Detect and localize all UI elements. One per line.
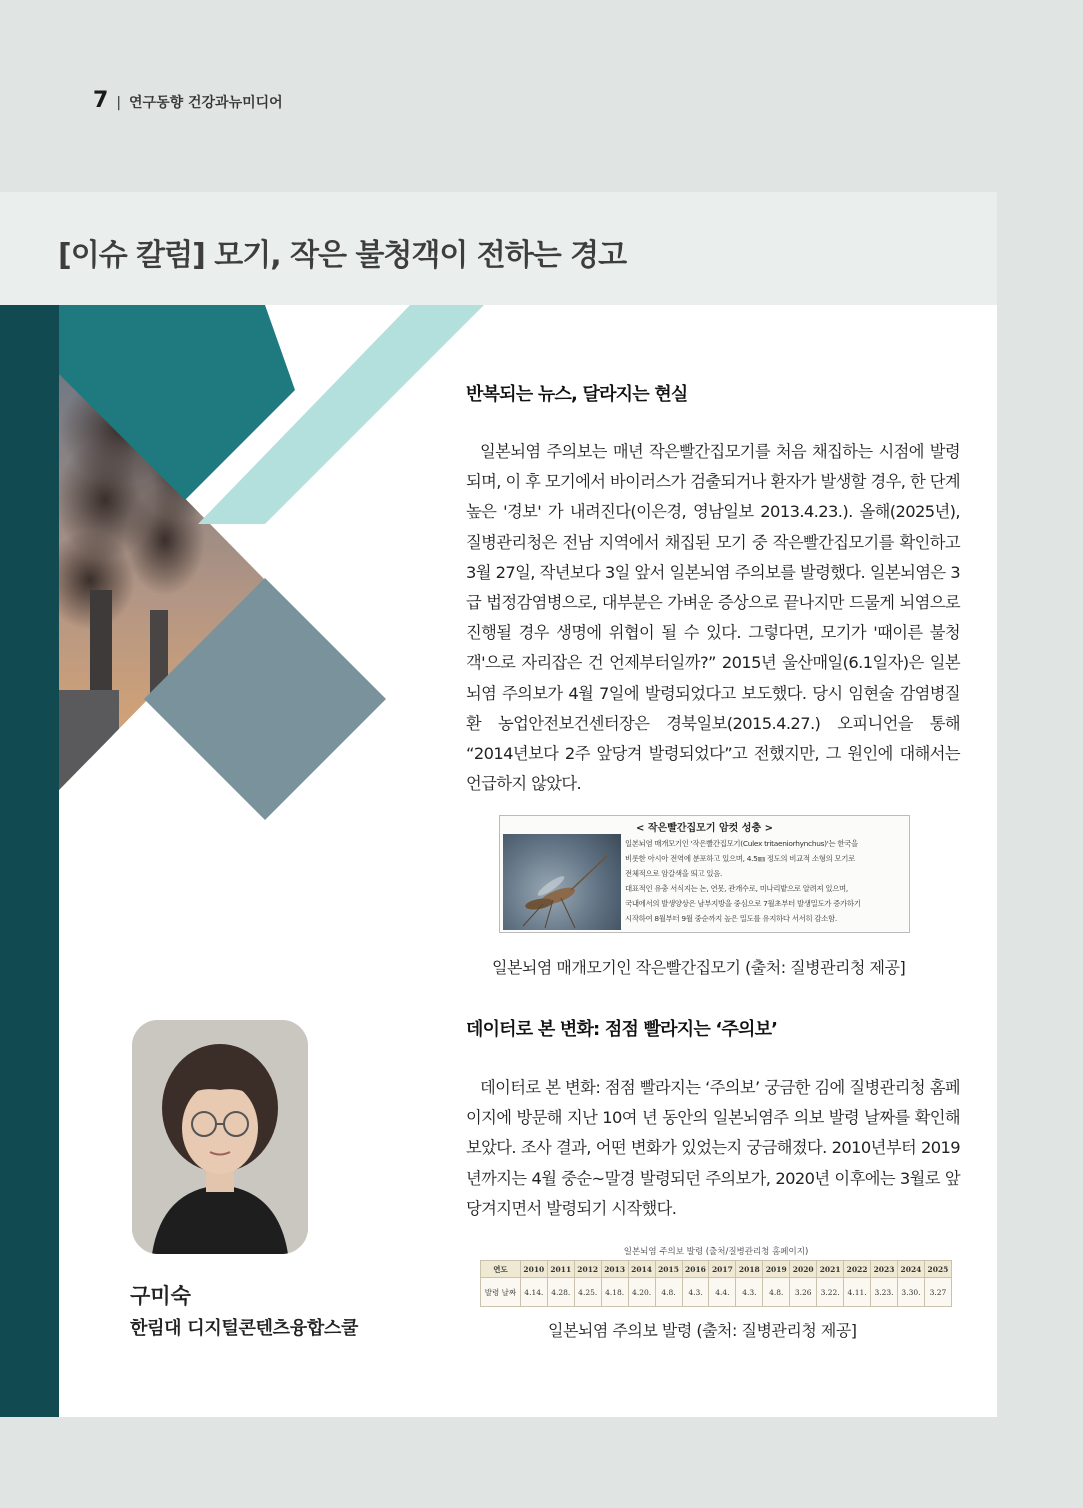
table-cell-year: 2021 (817, 1261, 844, 1278)
row-header-year: 연도 (481, 1261, 521, 1278)
table-value-row (481, 1278, 952, 1307)
table-cell-date: 4.25. (574, 1278, 601, 1307)
table-cell-year: 2014 (628, 1261, 655, 1278)
table-cell-year: 2025 (924, 1261, 951, 1278)
author-photo (132, 1020, 308, 1254)
row-header-date: 발령 날짜 (481, 1278, 521, 1307)
figure-description (625, 836, 908, 926)
decorative-artwork (0, 0, 500, 830)
table-cell-date: 4.8. (655, 1278, 682, 1307)
page-title: [이슈 칼럼] 모기, 작은 불청객이 전하는 경고 (58, 238, 627, 273)
table-cell-date: 3.22. (817, 1278, 844, 1307)
table-cell-year: 2020 (790, 1261, 817, 1278)
table-cell-year: 2013 (601, 1261, 628, 1278)
table-cell-date: 3.26 (790, 1278, 817, 1307)
header-section: 연구동향 건강과뉴미디어 (129, 95, 283, 111)
page-footer (0, 1417, 1083, 1508)
mosquito-figure (499, 815, 910, 933)
figure-line: 비롯한 아시아 전역에 분포하고 있으며, 4.5㎜ 정도의 비교적 소형의 모기로 (625, 854, 855, 863)
figure-line: 국내에서의 발생양상은 남부지방을 중심으로 7월초부터 발생밀도가 증가하기 (625, 899, 861, 908)
header-separator: | (116, 95, 122, 111)
section2-paragraph: 데이터로 본 변화: 점점 빨라지는 ‘주의보’ 궁금한 김에 질병관리청 홈페이지에 방문해 지난 10여 년 동안의 일본뇌염주 의보 발령 날짜를 확인해보았다. 조사 결과, 어떤 변화가 있었는지 궁금해졌다. 2010년부터 2019년까지는 4월 중순~말경 발령되던 주의보가, 2020년 이후에는 3월로 앞당겨지면서 발령되기 시작했다. (466, 1078, 960, 1218)
section1-paragraph: 일본뇌염 주의보는 매년 작은빨간집모기를 처음 채집하는 시점에 발령되며, 이 후 모기에서 바이러스가 검출되거나 환자가 발생할 경우, 한 단계 높은 '경보' 가 내려진다(이은경, 영남일보 2013.4.23.). 올해(2025년), 질병관리청은 전남 지역에서 채집된 모기 중 작은빨간집모기를 확인하고 3월 27일, 작년보다 3일 앞서 일본뇌염 주의보를 발령했다. 일본뇌염은 3급 법정감염병으로, 대부분은 가벼운 증상으로 끝나지만 드물게 뇌염으로 진행될 경우 생명에 위협이 될 수 있다. 그렇다면, 모기가 '때이른 불청객'으로 자리잡은 건 언제부터일까?” 2015년 울산매일(6.1일자)은 일본뇌염 주의보가 4월 7일에 발령되었다고 보도했다. 당시 임현술 감염병질환 농업안전보건센터장은 경북일보(2015.4.27.) 오피니언을 통해 “2014년보다 2주 앞당겨 발령되었다”고 전했지만, 그 원인에 대해서는 언급하지 않았다. (466, 442, 960, 794)
table-cell-date: 4.14. (520, 1278, 547, 1307)
figure-line: 일본뇌염 매개모기인 '작은빨간집모기(Culex tritaeniorhynchus)'는 한국을 (625, 839, 858, 848)
table-cell-date: 4.3. (736, 1278, 763, 1307)
table-cell-date: 4.18. (601, 1278, 628, 1307)
table-header-row (481, 1261, 952, 1278)
figure-header: < 작은빨간집모기 암컷 성충 > (636, 823, 773, 834)
table-cell-date: 3.23. (871, 1278, 898, 1307)
page-number: 7 (93, 88, 109, 113)
figure-caption: 일본뇌염 매개모기인 작은빨간집모기 (출처: 질병관리청 제공] (492, 958, 906, 977)
table-cell-date: 4.20. (628, 1278, 655, 1307)
table-cell-year: 2023 (871, 1261, 898, 1278)
author-name: 구미숙 (130, 1284, 191, 1308)
table-cell-date: 4.4. (709, 1278, 736, 1307)
table-cell-year: 2010 (520, 1261, 547, 1278)
section2-body (466, 1073, 960, 1224)
section1-body (466, 437, 960, 799)
table-title: 일본뇌염 주의보 발령 (출처/질병관리청 홈페이지) (623, 1247, 809, 1257)
table-cell-date: 3.30. (898, 1278, 925, 1307)
figure-line: 전체적으로 암갈색을 띄고 있음. (625, 869, 723, 878)
table-cell-year: 2019 (763, 1261, 790, 1278)
figure-line: 시작하여 8월부터 9월 중순까지 높은 밀도를 유지하다 서서히 감소함. (625, 914, 837, 923)
table-cell-date: 4.28. (547, 1278, 574, 1307)
table-caption: 일본뇌염 주의보 발령 (출처: 질병관리청 제공] (548, 1321, 857, 1340)
table-cell-year: 2018 (736, 1261, 763, 1278)
table-cell-date: 4.8. (763, 1278, 790, 1307)
table-cell-year: 2016 (682, 1261, 709, 1278)
table-cell-year: 2024 (898, 1261, 925, 1278)
figure-line: 대표적인 유충 서식지는 논, 연못, 관개수로, 미나리밭으로 알려져 있으며, (625, 884, 848, 893)
author-affiliation: 한림대 디지털콘텐츠융합스쿨 (130, 1318, 359, 1339)
section1-heading: 반복되는 뉴스, 달라지는 현실 (466, 384, 688, 405)
section2-heading: 데이터로 본 변화: 점점 빨라지는 ‘주의보’ (466, 1019, 778, 1040)
table-cell-date: 4.3. (682, 1278, 709, 1307)
mosquito-image (503, 834, 621, 930)
table-cell-date: 4.11. (844, 1278, 871, 1307)
table-cell-year: 2015 (655, 1261, 682, 1278)
table-cell-date: 3.27 (924, 1278, 951, 1307)
table-cell-year: 2012 (574, 1261, 601, 1278)
table-cell-year: 2011 (547, 1261, 574, 1278)
table-cell-year: 2017 (709, 1261, 736, 1278)
alert-date-table (480, 1260, 952, 1307)
table-cell-year: 2022 (844, 1261, 871, 1278)
